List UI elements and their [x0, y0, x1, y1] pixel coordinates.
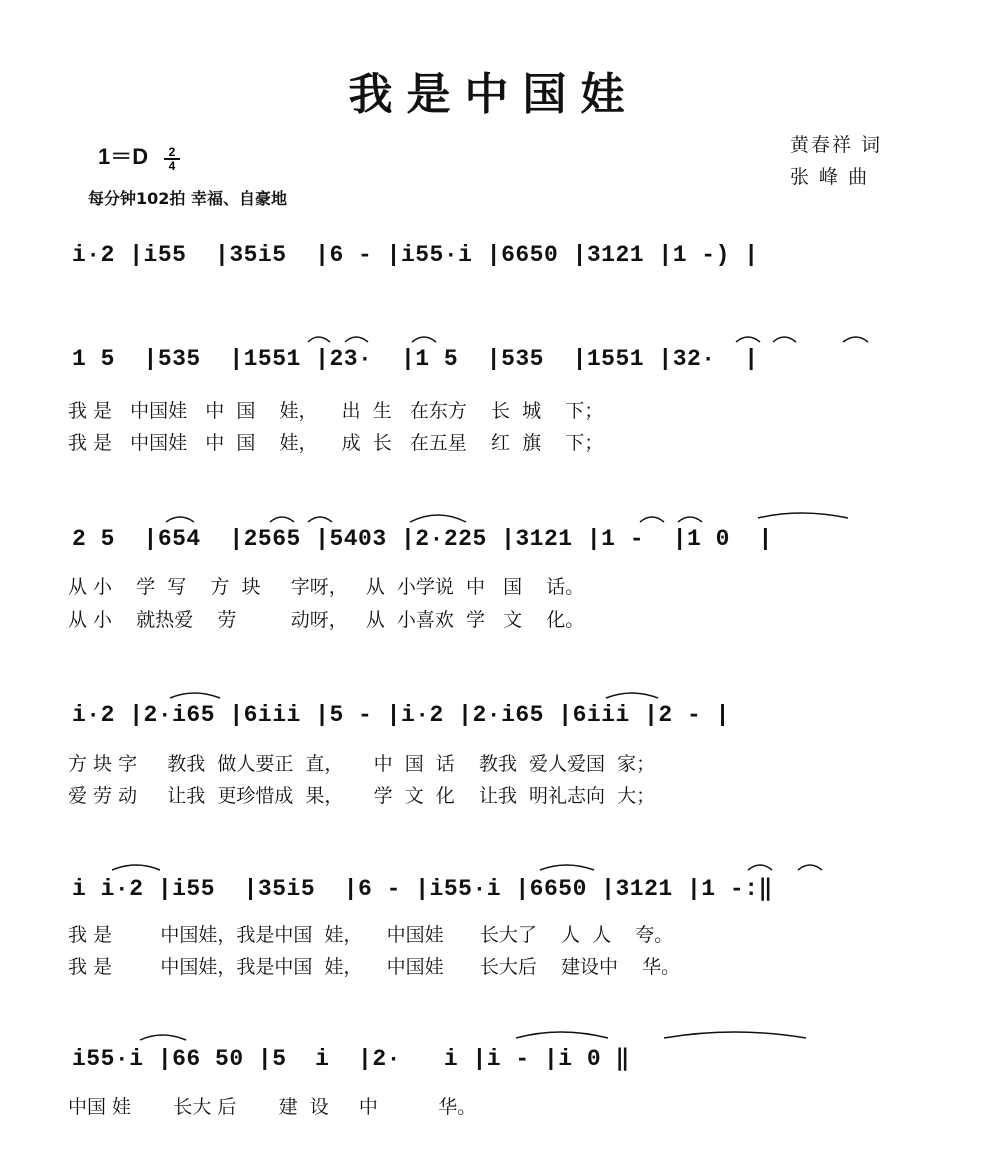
notation-line-4: i i·2 |i55 |35i5 |6 - |i55·i |6650 |3121 |1 -:‖	[72, 876, 773, 902]
slur-arc	[798, 865, 822, 870]
slur-arc	[748, 865, 772, 870]
notation-line-1: 1 5 |535 |1551 |23· |1 5 |535 |1551 |32· |	[72, 346, 759, 372]
lyric-line-1-verse-1: 我 是 中国娃 中 国 娃， 出 生 在东方 长 城 下；	[68, 400, 604, 422]
lyricist-credit: 黄春祥 词	[790, 134, 883, 156]
lyric-line-2-verse-2: 从 小 就热爱 劳 动呀， 从 小喜欢 学 文 化。	[68, 609, 585, 631]
slur-arc	[736, 337, 760, 342]
slur-arc	[606, 693, 658, 698]
slur-arc	[140, 1035, 186, 1040]
lyric-line-3-verse-2: 爱 劳 动 让我 更珍惜成 果， 学 文 化 让我 明礼志向 大；	[68, 785, 656, 807]
key-signature	[98, 140, 182, 171]
notation-line-intro: i·2 |i55 |35i5 |6 - |i55·i |6650 |3121 |1 -) |	[72, 242, 759, 268]
lyric-line-4-verse-2: 我 是 中国娃，我是中国 娃， 中国娃 长大后 建设中 华。	[68, 956, 681, 978]
slur-arc	[170, 693, 220, 698]
slur-arc	[640, 517, 664, 522]
slur-arc	[516, 1032, 608, 1038]
song-title: 我是中国娃	[348, 69, 639, 120]
slur-arc	[270, 517, 294, 522]
notation-line-3: i·2 |2·i65 |6iii |5 - |i·2 |2·i65 |6iii |2 - |	[72, 702, 730, 728]
slur-arc	[308, 337, 330, 342]
slur-arc	[540, 865, 594, 870]
svg-text:4: 4	[168, 159, 176, 172]
notation-line-2: 2 5 |654 |2565 |5403 |2·225 |3121 |1 - |1 0 |	[72, 526, 773, 552]
lyric-line-2-verse-1: 从 小 学 写 方 块 字呀， 从 小学说 中 国 话。	[68, 576, 585, 598]
slur-arc	[664, 1032, 806, 1038]
slur-arc	[412, 337, 436, 342]
slur-arc	[410, 515, 466, 522]
lyric-line-4-verse-1: 我 是 中国娃，我是中国 娃， 中国娃 长大了 人 人 夸。	[68, 924, 674, 946]
time-signature-icon	[162, 145, 182, 171]
slur-arc	[758, 513, 848, 518]
lyric-line-5: 中国 娃 长大 后 建 设 中 华。	[68, 1096, 477, 1118]
slur-arc	[112, 865, 160, 870]
lyric-line-3-verse-1: 方 块 字 教我 做人要正 直， 中 国 话 教我 爱人爱国 家；	[68, 753, 656, 775]
tempo-marking: 每分钟102拍 幸福、自豪地	[88, 189, 287, 208]
lyric-line-1-verse-2: 我 是 中国娃 中 国 娃， 成 长 在五星 红 旗 下；	[68, 432, 604, 454]
slur-arc	[166, 517, 194, 522]
key-signature-text: 1＝D	[98, 144, 149, 169]
slur-arc	[308, 517, 332, 522]
notation-line-5: i55·i |66 50 |5 i |2· i |i - |i 0 ‖	[72, 1046, 630, 1072]
slur-arc	[345, 337, 368, 342]
composer-credit: 张 峰 曲	[790, 166, 870, 188]
slur-arc	[843, 337, 868, 342]
slur-arc	[678, 517, 702, 522]
slur-arc	[773, 337, 796, 342]
svg-text:2: 2	[168, 145, 176, 160]
